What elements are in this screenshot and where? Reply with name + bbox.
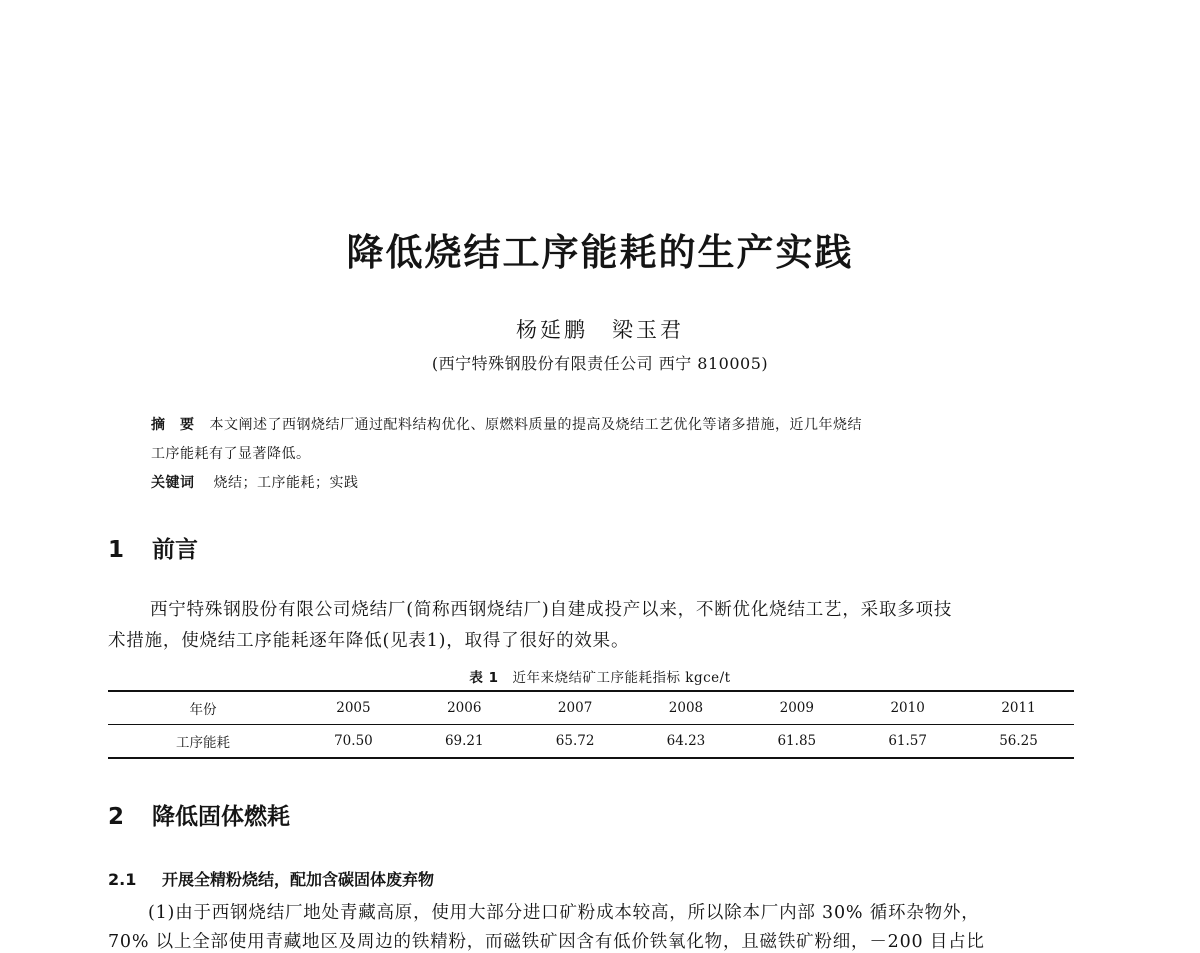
table-year-cell: 2007: [520, 691, 631, 725]
section-2-title: 降低固体燃耗: [152, 804, 290, 830]
keywords-text: 烧结；工序能耗；实践: [213, 475, 359, 491]
keywords-line: [151, 472, 1051, 492]
section-1-title: 前言: [152, 537, 198, 563]
section-1-para-line-2: 术措施，使烧结工序能耗逐年降低(见表1)，取得了很好的效果。: [108, 631, 630, 651]
authors: 杨延鹏 梁玉君: [516, 318, 684, 342]
abstract-text-1: 本文阐述了西钢烧结厂通过配料结构优化、原燃料质量的提高及烧结工艺优化等诸多措施，近几年烧结: [209, 417, 862, 433]
table-year-cell: 2009: [741, 691, 852, 725]
abstract-label: 摘 要: [151, 417, 195, 433]
table-year-cell: 2005: [298, 691, 409, 725]
table-value-cell: 61.85: [741, 725, 852, 759]
table-value-cell: 64.23: [631, 725, 742, 759]
table-year-cell: 2006: [409, 691, 520, 725]
affiliation: (西宁特殊钢股份有限责任公司 西宁 810005): [431, 354, 769, 373]
abstract-line-2: 工序能耗有了显著降低。: [151, 446, 311, 462]
section-1-heading: [108, 531, 198, 564]
keywords-label: 关键词: [151, 475, 195, 491]
table-header-row: [108, 691, 1074, 725]
section-2-1-para-line-1: (1)由于西钢烧结厂地处青藏高原，使用大部分进口矿粉成本较高，所以除本厂内部 30% 循环杂物外，: [148, 903, 980, 923]
section-2-1-heading: [108, 867, 434, 890]
table-value-cell: 61.57: [852, 725, 963, 759]
table-1-label: 表 1: [469, 670, 499, 686]
section-2-number: 2: [108, 804, 125, 830]
paper-title: 降低烧结工序能耗的生产实践: [346, 231, 854, 274]
table-row-label: 工序能耗: [108, 725, 298, 759]
table-header-label: 年份: [108, 691, 298, 725]
section-2-1-para-line-2: 70% 以上全部使用青藏地区及周边的铁精粉，而磁铁矿因含有低价铁氧化物，且磁铁矿粉细，－200 目占比: [108, 932, 985, 952]
table-value-cell: 65.72: [520, 725, 631, 759]
table-year-cell: 2011: [963, 691, 1074, 725]
section-2-1-title: 开展全精粉烧结，配加含碳固体废弃物: [162, 870, 435, 889]
table-1-caption: [0, 666, 1200, 686]
table-year-cell: 2008: [631, 691, 742, 725]
abstract-line-1: [151, 414, 1051, 434]
section-2-heading: [108, 798, 290, 831]
table-value-cell: 56.25: [963, 725, 1074, 759]
table-year-cell: 2010: [852, 691, 963, 725]
section-1-para-line-1: 西宁特殊钢股份有限公司烧结厂(简称西钢烧结厂)自建成投产以来，不断优化烧结工艺，采取多项技: [150, 600, 953, 620]
energy-consumption-table: [108, 690, 1074, 759]
table-value-cell: 70.50: [298, 725, 409, 759]
table-value-cell: 69.21: [409, 725, 520, 759]
section-2-1-number: 2.1: [108, 870, 137, 889]
section-1-number: 1: [108, 537, 125, 563]
table-data-row: [108, 725, 1074, 759]
table-1-caption-text: 近年来烧结矿工序能耗指标 kgce/t: [512, 670, 731, 686]
